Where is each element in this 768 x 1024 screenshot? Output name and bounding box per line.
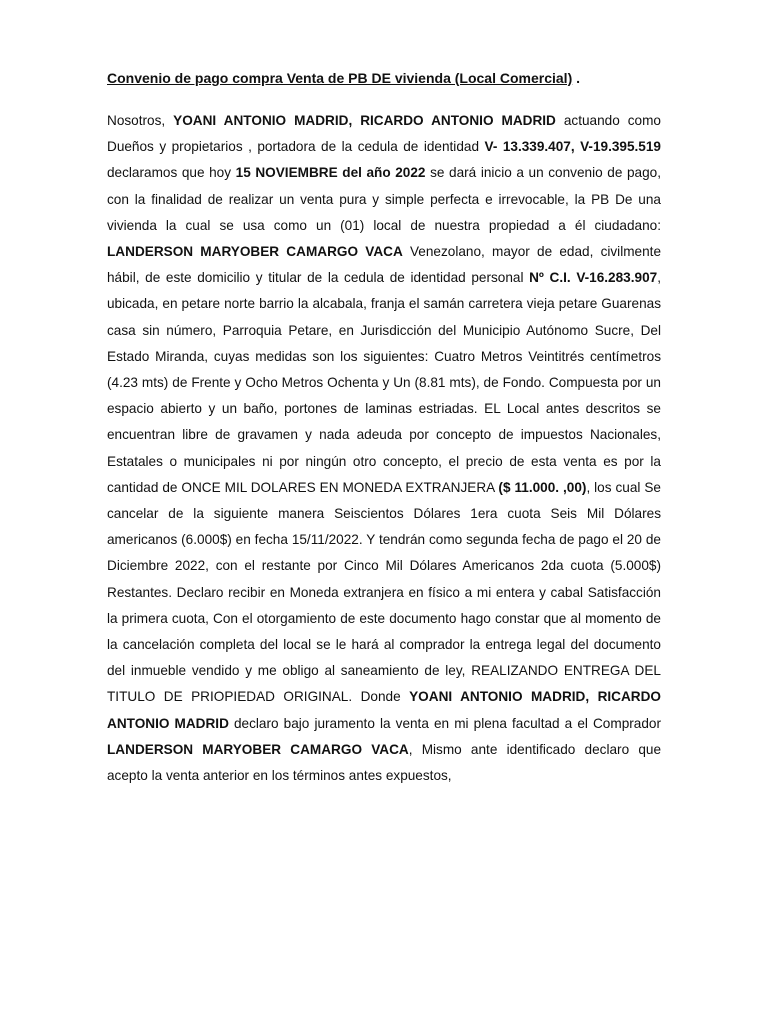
- text-run: declaramos que hoy: [107, 165, 236, 181]
- document-page: [107, 68, 661, 789]
- text-run: actuando como Dueños y propietarios , portadora de la cedula de identidad: [107, 113, 661, 155]
- title-text: Convenio de pago compra Venta de PB DE vivienda (Local Comercial): [107, 70, 573, 86]
- bold-run: 15 NOVIEMBRE del año 2022: [235, 165, 426, 181]
- text-run: Venezolano, mayor de edad, civilmente hábil, de este domicilio y titular de la cedula de identidad personal: [107, 244, 662, 286]
- body-paragraph: [107, 108, 661, 789]
- bold-run: V- 13.339.407, V-19.395.519: [484, 139, 661, 155]
- text-run: , los cual Se cancelar de la siguiente manera Seiscientos Dólares 1era cuota Seis Mil Dólares americanos (6.000$) en fecha 15/11/2022. Y tendrán como segunda fecha de pago el 20 de Diciembre 2022, con el restante por Cinco Mil Dólares Americanos 2da cuota (5.000$) Restantes. Declaro recibir en Moneda extranjera en físico a mi entera y cabal Satisfacción la primera cuota, Con el otorgamiento de este documento hago constar que al momento de la cancelación completa del local se le hará al comprador la entrega legal del documento del inmueble vendido y me obligo al saneamiento de ley, REALIZANDO ENTREGA DEL TITULO DE PRIOPIEDAD ORIGINAL. Donde: [107, 479, 661, 705]
- bold-run: LANDERSON MARYOBER CAMARGO VACA: [107, 244, 403, 260]
- bold-run: Nº C.I. V-16.283.907: [529, 270, 658, 286]
- title-suffix: .: [572, 70, 581, 86]
- text-run: declaro bajo juramento la venta en mi plena facultad a el Comprador: [228, 715, 661, 731]
- text-run: , ubicada, en petare norte barrio la alcabala, franja el samán carretera vieja petare Guarenas casa sin número, Parroquia Petare, en Jurisdicción del Municipio Autónomo Sucre, Del Estado Miranda, cuyas medidas son los siguientes: Cuatro Metros Veintitrés centímetros (4.23 mts) de Frente y Ocho Metros Ochenta y Un (8.81 mts), de Fondo. Compuesta por un espacio abierto y un baño, portones de laminas estriadas. EL Local antes descritos se encuentran libre de gravamen y nada adeuda por concepto de impuestos Nacionales, Estatales o municipales ni por ningún otro concepto, el precio de esta venta es por la cantidad de ONCE MIL DOLARES EN MONEDA EXTRANJERA: [107, 270, 661, 495]
- bold-run: ($ 11.000. ,00): [498, 479, 587, 495]
- bold-run: LANDERSON MARYOBER CAMARGO VACA: [107, 741, 409, 757]
- bold-run: YOANI ANTONIO MADRID, RICARDO ANTONIO MADRID: [173, 113, 556, 128]
- text-run: Nosotros,: [107, 113, 174, 128]
- bold-run: YOANI ANTONIO MADRID, RICARDO ANTONIO MADRID: [107, 689, 662, 731]
- text-run: , Mismo ante identificado declaro que acepto la venta anterior en los términos antes expuestos,: [107, 741, 662, 784]
- document-title: [107, 68, 661, 88]
- text-run: se dará inicio a un convenio de pago, con la finalidad de realizar un venta pura y simple perfecta e irrevocable, la PB De una vivienda la cual se usa como un (01) local de nuestra propiedad a él ciudadano:: [107, 165, 661, 233]
